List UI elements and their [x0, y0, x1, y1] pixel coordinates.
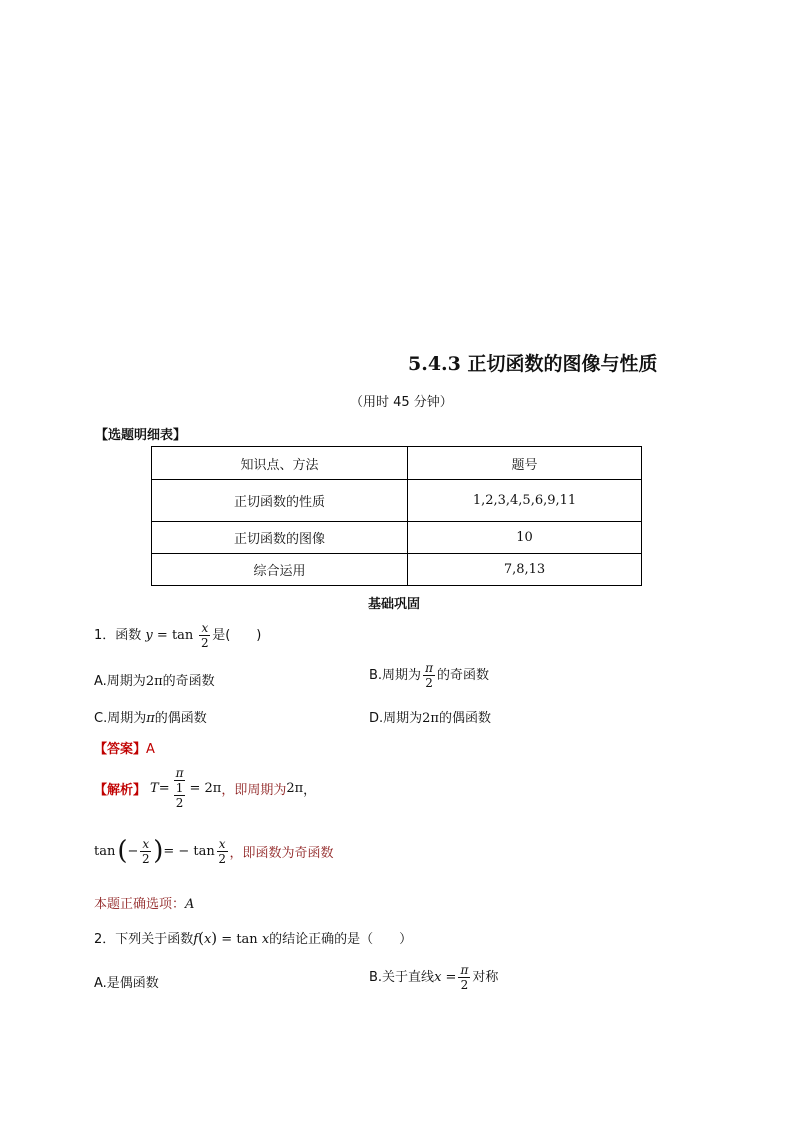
option-text: C.周期为: [94, 711, 147, 726]
table-cell: 1,2,3,4,5,6,9,11: [408, 480, 642, 522]
frac-denominator: 2: [425, 676, 433, 690]
time-note: （用时 45 分钟）: [350, 395, 453, 410]
question-number: 2．下列关于函数: [94, 932, 194, 947]
table-row: [152, 522, 642, 554]
frac-denominator: 2: [141, 851, 150, 866]
math-var: x: [261, 932, 270, 947]
option-text: 的偶函数: [438, 711, 491, 726]
right-paren: ): [153, 836, 164, 866]
math-text: 2π: [286, 780, 304, 796]
table-cell: 综合运用: [152, 554, 408, 586]
option-c: [94, 707, 207, 726]
answer-label: 【答案】: [94, 742, 147, 757]
frac-denominator: 2: [201, 636, 209, 650]
frac-denominator: [174, 781, 186, 810]
option-a: [94, 670, 215, 689]
correct-value: A: [185, 897, 195, 912]
math-text: = − tan: [163, 843, 215, 859]
option-text: B.关于直线: [369, 970, 435, 985]
math-fraction: [217, 837, 228, 866]
math-text: −: [127, 843, 139, 859]
math-var: x: [203, 932, 212, 947]
option-text: 的奇函数: [436, 668, 489, 683]
math-text: tan: [94, 843, 116, 859]
math-fraction: [174, 766, 186, 810]
math-fraction: [140, 837, 151, 866]
math-text: = tan: [152, 628, 194, 643]
option-b: [369, 661, 489, 690]
table-cell: 正切函数的性质: [152, 480, 408, 522]
math-text: =: [158, 780, 170, 796]
option-text: B.周期为: [369, 668, 422, 683]
question-1-stem: [94, 621, 261, 650]
analysis-text: ，: [303, 782, 317, 798]
math-fraction: [423, 661, 435, 690]
frac-denominator: 2: [218, 851, 226, 866]
frac-numerator: x: [218, 836, 226, 851]
question-2-stem: 2．下列关于函数f(x) = tan x的结论正确的是（ ）: [94, 929, 413, 947]
frac-numerator: x: [201, 621, 209, 635]
table-header-question-number: 题号: [408, 447, 642, 480]
correct-option-line: [94, 893, 194, 912]
math-var: x: [434, 970, 442, 985]
math-text: =: [441, 970, 457, 985]
left-paren: (: [117, 836, 128, 866]
table-cell: 10: [408, 522, 642, 554]
table-header-topic: 知识点、方法: [152, 447, 408, 480]
option-text: 对称: [472, 970, 499, 985]
detail-table-label: 【选题明细表】: [95, 428, 187, 443]
topic-detail-table: [151, 446, 642, 586]
frac-numerator: π: [175, 766, 184, 780]
table-row: [152, 480, 642, 522]
math-text: 2π: [145, 674, 163, 689]
math-fraction: [199, 621, 210, 650]
option-text: 的偶函数: [154, 711, 207, 726]
analysis-line-1: [94, 766, 316, 810]
analysis-text: ，即函数为奇函数: [229, 845, 334, 861]
option-text: 的奇函数: [162, 674, 215, 689]
frac-inner-denominator: 2: [175, 796, 184, 810]
table-cell: 7,8,13: [408, 554, 642, 586]
analysis-label: 【解析】: [94, 782, 147, 798]
option-text: A.周期为: [94, 674, 146, 689]
option-d: [369, 707, 491, 726]
math-var: f: [193, 932, 199, 947]
table-cell: 正切函数的图像: [152, 522, 408, 554]
math-var: y: [145, 628, 153, 643]
math-text: = 2π: [189, 780, 222, 796]
math-text: π: [146, 711, 155, 726]
answer-value: A: [146, 742, 155, 757]
frac-numerator: x: [142, 836, 150, 851]
analysis-text: ，即周期为: [221, 782, 287, 798]
math-fraction: [458, 963, 470, 992]
math-text: 2π: [422, 711, 439, 726]
q2-option-b: [369, 963, 498, 992]
math-text: = tan: [217, 932, 258, 947]
question-tail: 是( ): [212, 628, 262, 643]
question-tail: 的结论正确的是（ ）: [269, 932, 413, 947]
frac-numerator: π: [460, 963, 469, 977]
table-header-row: [152, 447, 642, 480]
q2-option-a: A.是偶函数: [94, 976, 159, 991]
frac-inner-numerator: 1: [175, 781, 184, 795]
page-title: 5.4.3 正切函数的图像与性质: [408, 353, 658, 375]
section-heading-basic: 基础巩固: [368, 597, 421, 612]
math-var: T: [150, 780, 159, 796]
analysis-line-2: [94, 836, 334, 866]
option-text: D.周期为: [369, 711, 423, 726]
frac-denominator: 2: [460, 978, 469, 992]
question-number: 1．函数: [94, 628, 142, 643]
table-row: [152, 554, 642, 586]
frac-numerator: π: [425, 661, 433, 675]
answer-line: [94, 738, 155, 757]
correct-label: 本题正确选项：: [94, 897, 186, 912]
